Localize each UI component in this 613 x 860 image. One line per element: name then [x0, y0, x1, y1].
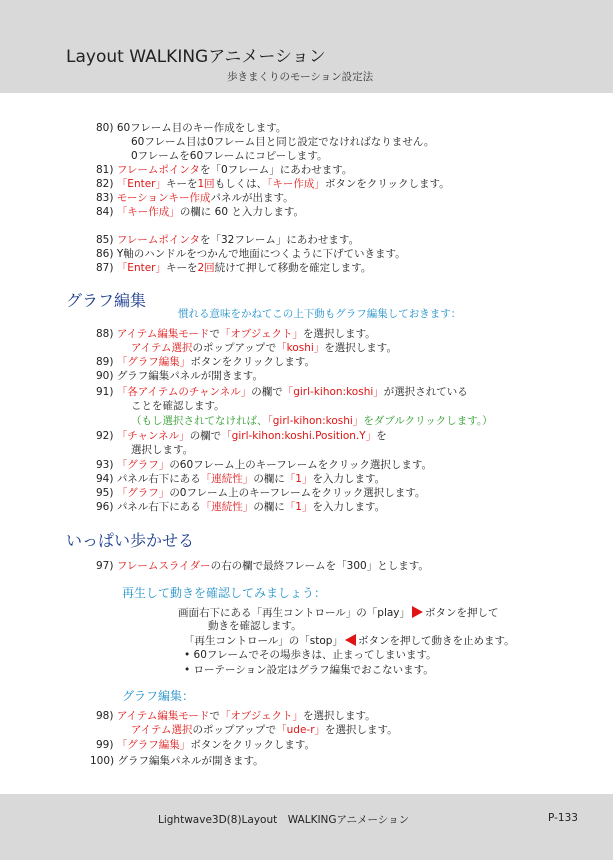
step-97: 97) フレームスライダーの右の欄で最終フレームを「300」とします。 [96, 560, 429, 572]
step-85: 85) フレームポインタを「32フレーム」にあわせます。 [96, 234, 360, 246]
step-80: 80) 60フレーム目のキー作成をします。 [96, 122, 287, 134]
step-90: 90) グラフ編集パネルが開きます。 [96, 370, 263, 382]
stop-instruction: 「再生コントロール」の「stop」 ボタンを押して動きを止めます。 [184, 635, 515, 647]
step-99: 99) 「グラフ編集」ボタンをクリックします。 [96, 739, 316, 751]
page-subtitle: 歩きまくりのモーション設定法 [227, 71, 374, 83]
step-96: 96) パネル右下にある「連続性」の欄に「1」を入力します。 [96, 501, 386, 513]
step-94: 94) パネル右下にある「連続性」の欄に「1」を入力します。 [96, 473, 386, 485]
page-footer [0, 794, 613, 860]
step-81: 81) フレームポインタを「0フレーム」にあわせます。 [96, 164, 353, 176]
step-87: 87) 「Enter」キーを2回続けて押して移動を確定します。 [96, 262, 372, 274]
page-title: Layout WALKINGアニメーション [66, 47, 326, 67]
stop-icon [345, 634, 356, 646]
step-93: 93) 「グラフ」の60フレーム上のキーフレームをクリック選択します。 [96, 459, 433, 471]
play-icon [412, 606, 423, 618]
bullet-note: • ローテーション設定はグラフ編集でおこないます。 [184, 664, 434, 676]
step-98-detail: アイテム選択のポップアップで「ude-r」を選択します。 [131, 724, 398, 736]
step-92: 92) 「チャンネル」の欄で「girl-kihon:koshi.Position.Y」を [96, 430, 387, 442]
section-note: 慣れる意味をかねてこの上下動もグラフ編集しておきます： [178, 308, 462, 320]
step-92-detail: 選択します。 [131, 444, 194, 456]
step-91-detail: ことを確認します。 [131, 400, 225, 412]
section-heading-walk: いっぱい歩かせる [66, 531, 195, 550]
step-89: 89) 「グラフ編集」ボタンをクリックします。 [96, 356, 316, 368]
section-heading-graph-edit: グラフ編集 [66, 291, 147, 310]
step-98: 98) アイテム編集モードで「オブジェクト」を選択します。 [96, 710, 376, 722]
step-86: 86) Y軸のハンドルをつかんで地面につくように下げていきます。 [96, 248, 406, 260]
playback-instruction-detail: 動きを確認します。 [208, 620, 302, 632]
step-88-detail: アイテム選択のポップアップで「koshi」を選択します。 [131, 342, 397, 354]
playback-instruction: 画面右下にある「再生コントロール」の「play」 ボタンを押して [178, 607, 499, 619]
step-91: 91) 「各アイテムのチャンネル」の欄で「girl-kihon:koshi」が選択されている [96, 386, 468, 398]
step-100: 100) グラフ編集パネルが開きます。 [90, 755, 264, 767]
step-82: 82) 「Enter」キーを1回もしくは、「キー作成」ボタンをクリックします。 [96, 178, 450, 190]
footer-title: Lightwave3D(8)Layout WALKINGアニメーション [158, 814, 410, 826]
bullet-note: • 60フレームでその場歩きは、止まってしまいます。 [184, 649, 437, 661]
graph-edit-note: グラフ編集： [122, 689, 195, 703]
playback-note: 再生して動きを確認してみましょう： [122, 586, 327, 600]
step-83: 83) モーションキー作成パネルが出ます。 [96, 192, 294, 204]
step-80-detail: 60フレーム目は0フレーム目と同じ設定でなければなりません。 [131, 136, 435, 148]
step-88: 88) アイテム編集モードで「オブジェクト」を選択します。 [96, 328, 376, 340]
step-80-detail: 0フレームを60フレームにコピーします。 [131, 150, 328, 162]
page-number: P-133 [548, 812, 578, 824]
step-95: 95) 「グラフ」の0フレーム上のキーフレームをクリック選択します。 [96, 487, 426, 499]
step-91-note: （もし選択されてなければ、「girl-kihon:koshi」をダブルクリックします。） [131, 415, 493, 427]
step-84: 84) 「キー作成」の欄に 60 と入力します。 [96, 206, 305, 218]
